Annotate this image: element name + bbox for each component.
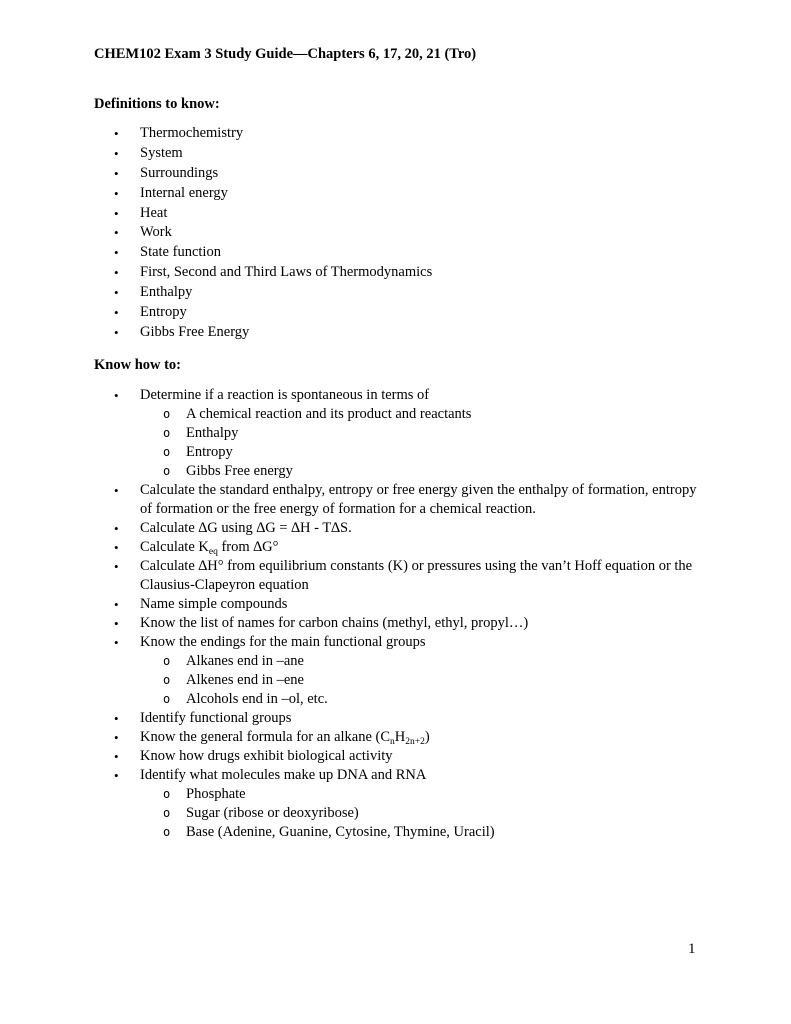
page-number: 1 [688,941,696,957]
sub-bullet-icon: o [163,806,171,820]
sub-bullet-icon: o [163,654,171,668]
sub-bullet-icon: o [163,464,171,478]
list-item: • Determine if a reaction is spontaneous in terms of [114,387,430,403]
bullet-icon: • [114,165,119,181]
bullet-icon: • [114,185,119,201]
bullet-icon: • [114,388,119,403]
bullet-icon: • [114,559,119,574]
bullet-icon: • [114,730,119,745]
bullet-icon: • [114,324,119,340]
sub-bullet-icon: o [163,426,171,440]
bullet-icon: • [114,305,119,321]
bullet-icon: • [114,126,119,141]
list-item: • Calculate ∆G using ∆G = ∆H - T∆S. [114,520,352,536]
definitions-heading: Definitions to know: [94,96,220,112]
bullet-icon: • [114,749,119,764]
bullet-icon: • [114,635,119,650]
sub-list-item: o Alcohols end in –ol, etc. [163,691,328,707]
sub-bullet-icon: o [163,787,171,801]
list-item: • Calculate the standard enthalpy, entropy or free energy given the enthalpy of formation, entropy of formation or the free energy of formation for a chemical reaction. [114,482,697,517]
list-item: • Know the endings for the main functional groups [114,634,426,650]
sub-list-item: o A chemical reaction and its product and reactants [163,406,472,422]
sub-bullet-icon: o [163,673,171,687]
know-how-heading: Know how to: [94,357,182,373]
bullet-icon: • [114,616,119,631]
bullet-icon: • [114,597,119,612]
bullet-icon: • [114,225,119,241]
list-item: • Know the list of names for carbon chains (methyl, ethyl, propyl…) [114,615,529,631]
list-item: • Calculate $K_{eq}$ from ∆G° [114,539,279,557]
document-title: CHEM102 Exam 3 Study Guide—Chapters 6, 17, 20, 21 (Tro) [94,46,477,62]
bullet-icon: • [114,540,119,555]
bullet-icon: • [114,285,119,301]
bullet-icon: • [114,145,119,161]
bullet-icon: • [114,265,119,281]
bullet-icon: • [114,521,119,536]
sub-bullet-icon: o [163,445,171,459]
sub-list-item: o Base (Adenine, Guanine, Cytosine, Thymine, Uracil) [163,824,495,840]
sub-list-item: o Enthalpy [163,425,239,441]
bullet-icon: • [114,768,119,783]
sub-list-item: o Alkenes end in –ene [163,672,304,688]
list-item: • Identify what molecules make up DNA and RNA [114,767,427,783]
bullet-icon: • [114,711,119,726]
sub-list-item: o Entropy [163,444,233,460]
sub-bullet-icon: o [163,692,171,706]
sub-list-item: o Phosphate [163,786,246,802]
bullet-icon: • [114,245,119,261]
list-item: • Name simple compounds [114,596,288,612]
list-item: • Know the general formula for an alkane $(C_nH_{2n+2})$ [114,729,430,747]
sub-list-item: o Sugar (ribose or deoxyribose) [163,805,359,821]
bullet-icon: • [114,483,119,498]
sub-bullet-icon: o [163,825,171,839]
list-item: • Identify functional groups [114,710,292,726]
list-item: • Know how drugs exhibit biological activity [114,748,393,764]
bullet-icon: • [114,205,119,221]
list-item: • Calculate ∆H° from equilibrium constants (K) or pressures using the van’t Hoff equation or the Clausius-Clapeyron equation [114,558,693,593]
sub-bullet-icon: o [163,407,171,421]
sub-list-item: o Alkanes end in –ane [163,653,304,669]
sub-list-item: o Gibbs Free energy [163,463,293,479]
know-how-list [0,386,791,842]
